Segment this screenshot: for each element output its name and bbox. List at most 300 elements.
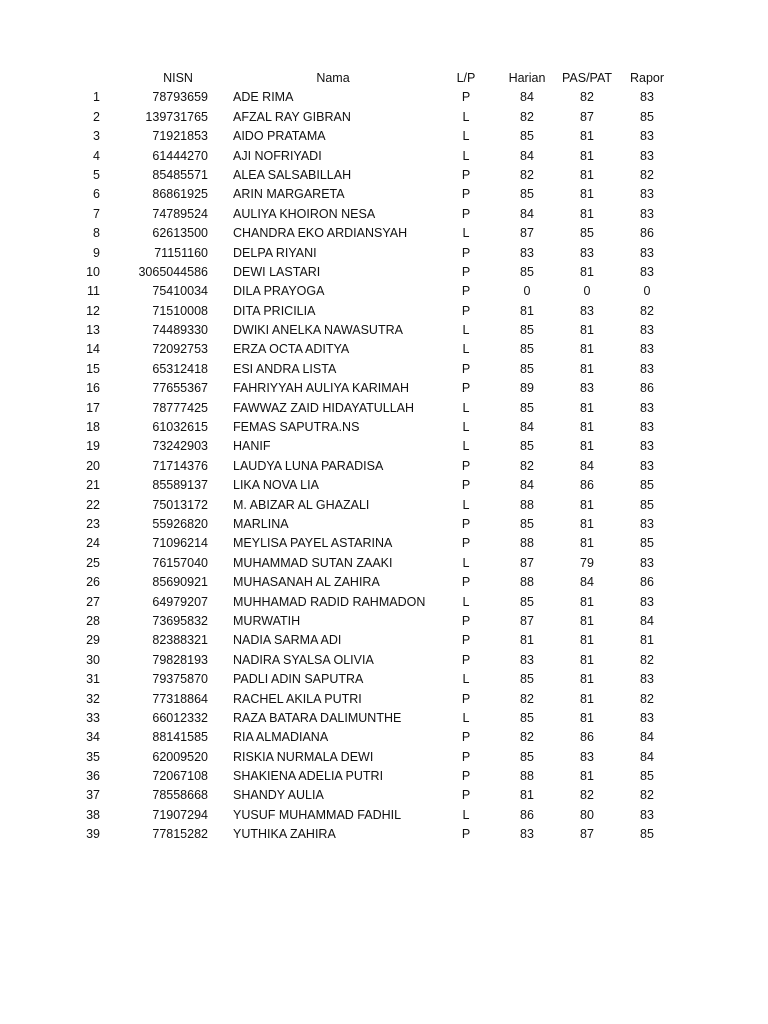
nisn-cell: 77318864 [152, 691, 208, 706]
harian-score-cell: 82 [520, 458, 534, 473]
harian-score-cell: 81 [520, 788, 534, 803]
gender-cell: L [462, 323, 470, 338]
nisn-cell: 85485571 [152, 167, 208, 182]
nisn-cell: 85589137 [152, 478, 208, 493]
table-row [0, 651, 768, 670]
rapor-score-cell: 83 [640, 458, 654, 473]
harian-score-cell: 85 [520, 516, 534, 531]
harian-score-cell: 85 [520, 439, 534, 454]
rapor-score-cell: 83 [640, 516, 654, 531]
nisn-cell: 55926820 [152, 516, 208, 531]
pas-pat-score-cell: 87 [580, 109, 594, 124]
harian-score-cell: 82 [520, 167, 534, 182]
row-number: 12 [86, 303, 100, 318]
table-row [0, 515, 768, 534]
gender-cell: L [462, 594, 470, 609]
row-number: 38 [86, 807, 100, 822]
rapor-score-cell: 82 [640, 303, 654, 318]
name-cell: NADIA SARMA ADI [233, 633, 342, 648]
table-row [0, 244, 768, 263]
row-number: 22 [86, 497, 100, 512]
header-harian: Harian [508, 71, 546, 85]
row-number: 20 [86, 458, 100, 473]
rapor-score-cell: 84 [640, 730, 654, 745]
pas-pat-score-cell: 83 [580, 303, 594, 318]
harian-score-cell: 85 [520, 342, 534, 357]
rapor-score-cell: 83 [640, 420, 654, 435]
table-row [0, 147, 768, 166]
rapor-score-cell: 85 [640, 769, 654, 784]
harian-score-cell: 85 [520, 594, 534, 609]
nisn-cell: 78793659 [152, 90, 208, 105]
name-cell: MUHHAMAD RADID RAHMADON [233, 594, 426, 609]
name-cell: M. ABIZAR AL GHAZALI [233, 497, 370, 512]
table-row [0, 534, 768, 553]
gender-cell: P [461, 284, 471, 299]
harian-score-cell: 88 [520, 769, 534, 784]
table-row [0, 806, 768, 825]
nisn-cell: 74489330 [152, 323, 208, 338]
gender-cell: P [461, 691, 471, 706]
gender-cell: P [461, 187, 471, 202]
nisn-cell: 71096214 [152, 536, 208, 551]
gender-cell: P [461, 516, 471, 531]
gender-cell: L [462, 672, 470, 687]
nisn-cell: 62613500 [152, 226, 208, 241]
nisn-cell: 71921853 [152, 129, 208, 144]
harian-score-cell: 85 [520, 672, 534, 687]
row-number: 30 [86, 652, 100, 667]
row-number: 11 [87, 284, 100, 299]
rapor-score-cell: 84 [640, 749, 654, 764]
pas-pat-score-cell: 81 [580, 400, 594, 415]
name-cell: PADLI ADIN SAPUTRA [233, 672, 364, 687]
table-row [0, 554, 768, 573]
table-row [0, 282, 768, 301]
gender-cell: L [462, 710, 470, 725]
pas-pat-score-cell: 81 [580, 691, 594, 706]
name-cell: ARIN MARGARETA [233, 187, 345, 202]
nisn-cell: 85690921 [152, 575, 208, 590]
row-number: 25 [86, 555, 100, 570]
rapor-score-cell: 86 [640, 575, 654, 590]
nisn-cell: 72092753 [152, 342, 208, 357]
harian-score-cell: 82 [520, 109, 534, 124]
harian-score-cell: 87 [520, 226, 534, 241]
pas-pat-score-cell: 81 [580, 516, 594, 531]
rapor-score-cell: 83 [640, 148, 654, 163]
harian-score-cell: 88 [520, 536, 534, 551]
harian-score-cell: 85 [520, 129, 534, 144]
nisn-cell: 66012332 [152, 710, 208, 725]
rapor-score-cell: 83 [640, 672, 654, 687]
name-cell: MUHAMMAD SUTAN ZAAKI [233, 555, 393, 570]
pas-pat-score-cell: 81 [580, 206, 594, 221]
pas-pat-score-cell: 83 [580, 245, 594, 260]
rapor-score-cell: 83 [640, 187, 654, 202]
rapor-score-cell: 85 [640, 536, 654, 551]
table-row [0, 418, 768, 437]
table-row [0, 340, 768, 359]
header-nama: Nama [316, 71, 350, 85]
row-number: 35 [86, 749, 100, 764]
nisn-cell: 73242903 [152, 439, 208, 454]
pas-pat-score-cell: 81 [580, 536, 594, 551]
pas-pat-score-cell: 80 [580, 807, 594, 822]
harian-score-cell: 84 [520, 206, 534, 221]
table-row [0, 127, 768, 146]
harian-score-cell: 86 [520, 807, 534, 822]
gender-cell: L [462, 439, 470, 454]
rapor-score-cell: 85 [640, 827, 654, 842]
row-number: 9 [93, 245, 100, 260]
gender-cell: P [461, 788, 471, 803]
row-number: 5 [93, 167, 100, 182]
gender-cell: L [462, 400, 470, 415]
table-row [0, 263, 768, 282]
pas-pat-score-cell: 82 [580, 788, 594, 803]
nisn-cell: 88141585 [152, 730, 208, 745]
nisn-cell: 3065044586 [138, 264, 208, 279]
rapor-score-cell: 82 [640, 691, 654, 706]
table-row [0, 476, 768, 495]
nisn-cell: 71714376 [152, 458, 208, 473]
name-cell: FAHRIYYAH AULIYA KARIMAH [233, 381, 409, 396]
rapor-score-cell: 83 [640, 206, 654, 221]
gender-cell: L [462, 555, 470, 570]
rapor-score-cell: 83 [640, 245, 654, 260]
harian-score-cell: 88 [520, 497, 534, 512]
table-row [0, 612, 768, 631]
nisn-cell: 77655367 [152, 381, 208, 396]
row-number: 33 [86, 710, 100, 725]
gender-cell: P [461, 769, 471, 784]
pas-pat-score-cell: 81 [580, 148, 594, 163]
row-number: 39 [86, 827, 100, 842]
harian-score-cell: 88 [520, 575, 534, 590]
gender-cell: P [461, 303, 471, 318]
pas-pat-score-cell: 82 [580, 90, 594, 105]
harian-score-cell: 85 [520, 264, 534, 279]
row-number: 10 [86, 264, 100, 279]
nisn-cell: 86861925 [152, 187, 208, 202]
name-cell: HANIF [233, 439, 271, 454]
rapor-score-cell: 86 [640, 226, 654, 241]
harian-score-cell: 84 [520, 420, 534, 435]
table-row [0, 108, 768, 127]
nisn-cell: 64979207 [152, 594, 208, 609]
nisn-cell: 82388321 [152, 633, 208, 648]
rapor-score-cell: 83 [640, 807, 654, 822]
gender-cell: L [462, 342, 470, 357]
table-row [0, 748, 768, 767]
name-cell: MEYLISA PAYEL ASTARINA [233, 536, 393, 551]
table-header [0, 69, 768, 88]
row-number: 19 [86, 439, 100, 454]
harian-score-cell: 0 [523, 284, 531, 299]
nisn-cell: 79375870 [152, 672, 208, 687]
name-cell: NADIRA SYALSA OLIVIA [233, 652, 374, 667]
grade-table [0, 69, 768, 845]
row-number: 36 [86, 769, 100, 784]
rapor-score-cell: 82 [640, 788, 654, 803]
rapor-score-cell: 84 [640, 613, 654, 628]
nisn-cell: 78777425 [152, 400, 208, 415]
pas-pat-score-cell: 81 [580, 497, 594, 512]
name-cell: DITA PRICILIA [233, 303, 316, 318]
nisn-cell: 73695832 [152, 613, 208, 628]
pas-pat-score-cell: 81 [580, 594, 594, 609]
gender-cell: P [461, 613, 471, 628]
gender-cell: P [461, 264, 471, 279]
gender-cell: P [461, 381, 471, 396]
pas-pat-score-cell: 81 [580, 361, 594, 376]
table-row [0, 690, 768, 709]
name-cell: DEWI LASTARI [233, 264, 321, 279]
row-number: 15 [86, 361, 100, 376]
table-row [0, 593, 768, 612]
gender-cell: P [461, 730, 471, 745]
gender-cell: L [462, 226, 470, 241]
table-row [0, 185, 768, 204]
table-row [0, 786, 768, 805]
nisn-cell: 71907294 [152, 807, 208, 822]
name-cell: DWIKI ANELKA NAWASUTRA [233, 323, 403, 338]
harian-score-cell: 82 [520, 730, 534, 745]
gender-cell: P [461, 167, 471, 182]
harian-score-cell: 83 [520, 245, 534, 260]
nisn-cell: 65312418 [152, 361, 208, 376]
pas-pat-score-cell: 81 [580, 323, 594, 338]
name-cell: LAUDYA LUNA PARADISA [233, 458, 384, 473]
harian-score-cell: 81 [520, 303, 534, 318]
harian-score-cell: 84 [520, 90, 534, 105]
row-number: 28 [86, 613, 100, 628]
gender-cell: P [461, 536, 471, 551]
name-cell: RAZA BATARA DALIMUNTHE [233, 710, 402, 725]
harian-score-cell: 85 [520, 187, 534, 202]
name-cell: DELPA RIYANI [233, 245, 317, 260]
table-row [0, 302, 768, 321]
harian-score-cell: 81 [520, 633, 534, 648]
row-number: 13 [86, 323, 100, 338]
rapor-score-cell: 85 [640, 109, 654, 124]
pas-pat-score-cell: 79 [580, 555, 594, 570]
nisn-cell: 71151160 [154, 245, 208, 260]
table-row [0, 825, 768, 844]
pas-pat-score-cell: 81 [580, 342, 594, 357]
table-row [0, 166, 768, 185]
harian-score-cell: 85 [520, 710, 534, 725]
rapor-score-cell: 83 [640, 594, 654, 609]
table-body [0, 88, 768, 844]
row-number: 3 [93, 129, 100, 144]
table-row [0, 224, 768, 243]
pas-pat-score-cell: 86 [580, 730, 594, 745]
name-cell: MURWATIH [233, 613, 301, 628]
table-row [0, 321, 768, 340]
nisn-cell: 76157040 [152, 555, 208, 570]
pas-pat-score-cell: 81 [580, 187, 594, 202]
row-number: 8 [93, 226, 100, 241]
gender-cell: L [462, 109, 470, 124]
name-cell: FEMAS SAPUTRA.NS [233, 420, 360, 435]
pas-pat-score-cell: 81 [580, 167, 594, 182]
table-row [0, 496, 768, 515]
pas-pat-score-cell: 83 [580, 381, 594, 396]
name-cell: AFZAL RAY GIBRAN [233, 109, 351, 124]
rapor-score-cell: 83 [640, 90, 654, 105]
header-no [60, 69, 100, 88]
row-number: 21 [86, 478, 100, 493]
pas-pat-score-cell: 84 [580, 458, 594, 473]
name-cell: MARLINA [233, 516, 289, 531]
rapor-score-cell: 0 [643, 284, 651, 299]
name-cell: RIA ALMADIANA [233, 730, 329, 745]
gender-cell: P [461, 206, 471, 221]
gender-cell: P [461, 458, 471, 473]
name-cell: MUHASANAH AL ZAHIRA [233, 575, 380, 590]
name-cell: YUSUF MUHAMMAD FADHIL [233, 807, 402, 822]
name-cell: CHANDRA EKO ARDIANSYAH [233, 226, 408, 241]
pas-pat-score-cell: 81 [580, 769, 594, 784]
row-number: 32 [86, 691, 100, 706]
table-row [0, 360, 768, 379]
rapor-score-cell: 83 [640, 264, 654, 279]
row-number: 17 [86, 400, 100, 415]
row-number: 1 [93, 90, 100, 105]
pas-pat-score-cell: 84 [580, 575, 594, 590]
name-cell: RISKIA NURMALA DEWI [233, 749, 374, 764]
gender-cell: P [461, 478, 471, 493]
gender-cell: L [462, 497, 470, 512]
name-cell: FAWWAZ ZAID HIDAYATULLAH [233, 400, 415, 415]
nisn-cell: 61444270 [152, 148, 208, 163]
harian-score-cell: 89 [520, 381, 534, 396]
gender-cell: L [462, 148, 470, 163]
gender-cell: P [461, 361, 471, 376]
table-row [0, 670, 768, 689]
pas-pat-score-cell: 83 [580, 749, 594, 764]
row-number: 7 [93, 206, 100, 221]
gender-cell: L [462, 807, 470, 822]
name-cell: SHAKIENA ADELIA PUTRI [233, 769, 384, 784]
rapor-score-cell: 83 [640, 400, 654, 415]
pas-pat-score-cell: 86 [580, 478, 594, 493]
rapor-score-cell: 85 [640, 478, 654, 493]
table-row [0, 767, 768, 786]
nisn-cell: 71510008 [152, 303, 208, 318]
row-number: 29 [86, 633, 100, 648]
gender-cell: P [461, 652, 471, 667]
nisn-cell: 62009520 [152, 749, 208, 764]
row-number: 27 [86, 594, 100, 609]
harian-score-cell: 85 [520, 323, 534, 338]
pas-pat-score-cell: 81 [580, 264, 594, 279]
row-number: 6 [93, 187, 100, 202]
row-number: 2 [93, 109, 100, 124]
name-cell: ADE RIMA [233, 90, 294, 105]
name-cell: YUTHIKA ZAHIRA [233, 827, 336, 842]
pas-pat-score-cell: 0 [583, 284, 591, 299]
row-number: 4 [93, 148, 100, 163]
gender-cell: P [461, 90, 471, 105]
nisn-cell: 77815282 [152, 827, 208, 842]
table-row [0, 437, 768, 456]
harian-score-cell: 84 [520, 478, 534, 493]
name-cell: ERZA OCTA ADITYA [233, 342, 350, 357]
rapor-score-cell: 83 [640, 710, 654, 725]
pas-pat-score-cell: 81 [580, 710, 594, 725]
header-lp: L/P [456, 71, 476, 85]
name-cell: AJI NOFRIYADI [233, 148, 322, 163]
table-row [0, 399, 768, 418]
rapor-score-cell: 83 [640, 439, 654, 454]
harian-score-cell: 83 [520, 827, 534, 842]
table-row [0, 573, 768, 592]
table-row [0, 379, 768, 398]
rapor-score-cell: 85 [640, 497, 654, 512]
name-cell: SHANDY AULIA [233, 788, 324, 803]
nisn-cell: 75013172 [152, 497, 208, 512]
row-number: 16 [86, 381, 100, 396]
name-cell: ALEA SALSABILLAH [233, 167, 352, 182]
pas-pat-score-cell: 87 [580, 827, 594, 842]
nisn-cell: 75410034 [152, 284, 208, 299]
rapor-score-cell: 86 [640, 381, 654, 396]
header-rapor: Rapor [629, 71, 665, 85]
harian-score-cell: 85 [520, 361, 534, 376]
harian-score-cell: 84 [520, 148, 534, 163]
harian-score-cell: 87 [520, 613, 534, 628]
pas-pat-score-cell: 81 [580, 439, 594, 454]
pas-pat-score-cell: 81 [580, 652, 594, 667]
rapor-score-cell: 83 [640, 323, 654, 338]
name-cell: LIKA NOVA LIA [233, 478, 319, 493]
name-cell: RACHEL AKILA PUTRI [233, 691, 362, 706]
table-row [0, 88, 768, 107]
header-nisn: NISN [163, 71, 193, 85]
gender-cell: P [461, 749, 471, 764]
gender-cell: L [462, 420, 470, 435]
gender-cell: P [461, 245, 471, 260]
row-number: 18 [86, 420, 100, 435]
pas-pat-score-cell: 81 [580, 633, 594, 648]
pas-pat-score-cell: 81 [580, 672, 594, 687]
name-cell: ESI ANDRA LISTA [233, 361, 337, 376]
nisn-cell: 79828193 [152, 652, 208, 667]
table-row [0, 205, 768, 224]
row-number: 23 [86, 516, 100, 531]
rapor-score-cell: 82 [640, 652, 654, 667]
row-number: 26 [86, 575, 100, 590]
pas-pat-score-cell: 81 [580, 420, 594, 435]
harian-score-cell: 83 [520, 652, 534, 667]
row-number: 31 [86, 672, 100, 687]
row-number: 37 [86, 788, 100, 803]
gender-cell: P [461, 575, 471, 590]
harian-score-cell: 82 [520, 691, 534, 706]
row-number: 14 [86, 342, 100, 357]
table-row [0, 457, 768, 476]
row-number: 34 [86, 730, 100, 745]
gender-cell: P [461, 827, 471, 842]
name-cell: AULIYA KHOIRON NESA [233, 206, 376, 221]
rapor-score-cell: 83 [640, 555, 654, 570]
rapor-score-cell: 81 [640, 633, 654, 648]
rapor-score-cell: 82 [640, 167, 654, 182]
nisn-cell: 72067108 [152, 769, 208, 784]
